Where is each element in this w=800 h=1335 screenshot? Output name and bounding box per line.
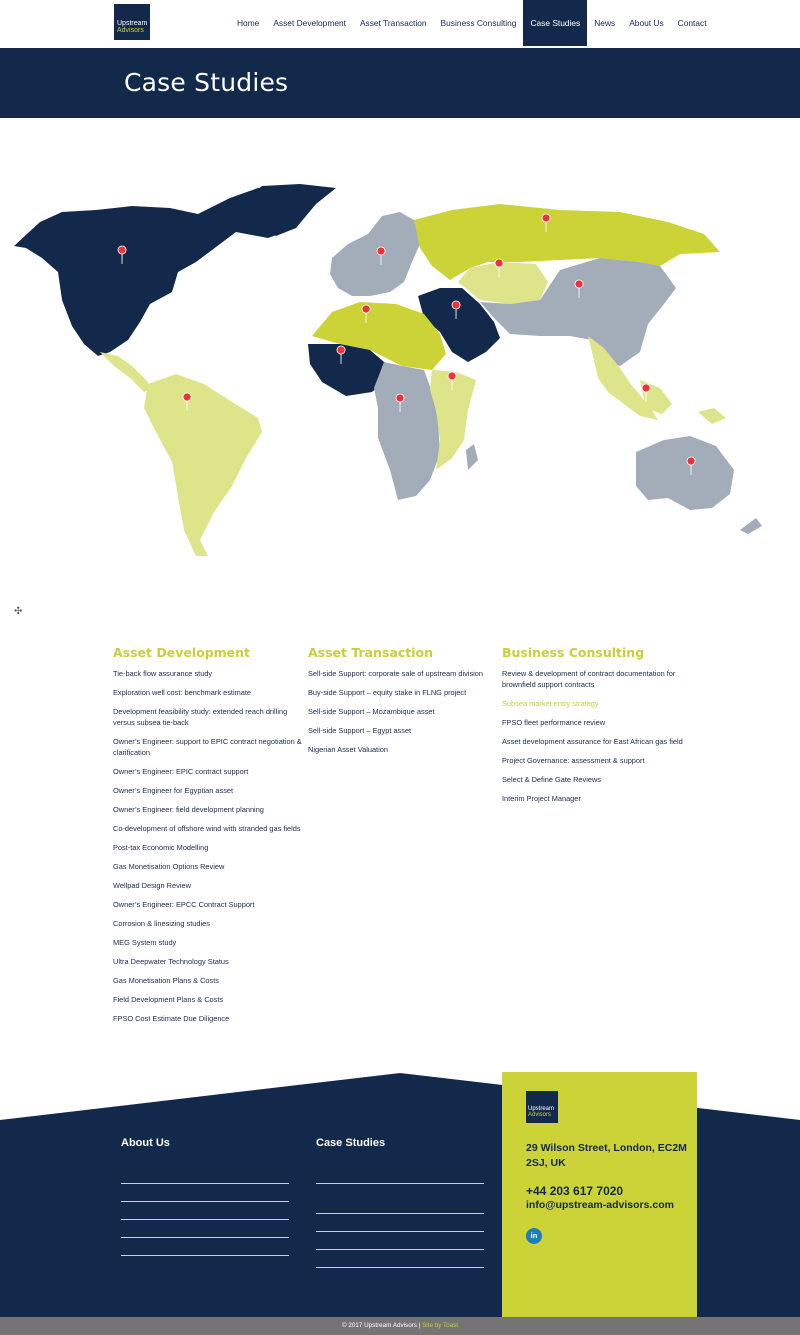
case-study-link[interactable]: Gas Monetisation Options Review (113, 862, 225, 871)
business-consulting-list (502, 668, 692, 804)
nav-asset-transaction[interactable]: Asset Transaction (359, 18, 427, 28)
footer-link[interactable] (121, 1202, 289, 1220)
case-study-link[interactable]: Ultra Deepwater Technology Status (113, 957, 229, 966)
region-australia[interactable] (636, 436, 734, 510)
nav-contact[interactable]: Contact (677, 18, 707, 28)
copyright-text: © 2017 Upstream Advisors | (341, 1322, 423, 1329)
footer-link[interactable] (316, 1196, 484, 1214)
nav-home[interactable]: Home (237, 18, 260, 28)
case-study-link[interactable]: Select & Define Gate Reviews (502, 775, 601, 784)
case-study-link[interactable]: FPSO fleet performance review (502, 718, 606, 727)
case-study-link[interactable]: Owner’s Engineer: EPIC contract support (113, 767, 249, 776)
footer-case-studies-heading: Case Studies (316, 1137, 386, 1149)
region-new-zealand (740, 518, 762, 534)
region-europe[interactable] (330, 212, 420, 296)
footer-case-studies-column (316, 1137, 484, 1268)
case-study-link[interactable]: Wellpad Design Review (113, 881, 191, 890)
copyright-bar (0, 1317, 800, 1335)
asset-development-heading: Asset Development (113, 645, 251, 660)
case-study-link[interactable]: Gas Monetisation Plans & Costs (113, 976, 219, 985)
footer-logo[interactable] (526, 1091, 558, 1123)
nav-asset-development[interactable]: Asset Development (273, 18, 346, 28)
contact-panel (502, 1072, 697, 1317)
top-nav (0, 0, 800, 48)
region-central-america[interactable] (100, 352, 152, 392)
case-study-link[interactable]: Exploration well cost: benchmark estimate (113, 688, 252, 697)
case-study-link[interactable]: Review & development of contract documentation for brownfield support contracts (502, 669, 676, 689)
nav-business-consulting[interactable]: Business Consulting (440, 18, 517, 28)
nav-about-us[interactable]: About Us (629, 18, 664, 28)
business-consulting-column (502, 645, 692, 812)
case-study-link[interactable]: Co-development of offshore wind with stranded gas fields (113, 824, 301, 833)
case-study-link[interactable]: Field Development Plans & Costs (113, 995, 224, 1004)
region-south-america[interactable] (144, 374, 262, 556)
case-study-link[interactable]: FPSO Cost Estimate Due Diligence (113, 1014, 230, 1023)
world-map (0, 170, 800, 570)
footer-link[interactable] (121, 1238, 289, 1256)
footer-link[interactable] (316, 1232, 484, 1250)
footer-link[interactable] (316, 1214, 484, 1232)
logo-line1: Upstream (117, 20, 148, 27)
case-study-link[interactable]: Post-tax Economic Modelling (113, 843, 209, 852)
case-study-link[interactable]: Development feasibility study: extended reach drilling versus subsea tie-back (113, 707, 288, 727)
logo-line2: Advisors (117, 27, 144, 34)
region-central-africa[interactable] (374, 362, 440, 500)
case-study-link[interactable]: Owner’s Engineer: support to EPIC contract negotiation & clarification (113, 737, 302, 757)
case-study-link[interactable]: Sell-side Support – Mozambique asset (308, 707, 435, 716)
case-study-link[interactable]: Owner’s Engineer: field development planning (113, 805, 264, 814)
logo[interactable] (114, 4, 150, 40)
nav-case-studies[interactable]: Case Studies (523, 0, 587, 46)
case-study-link[interactable]: MEG System study (113, 938, 177, 947)
case-study-link[interactable]: Corrosion & linesizing studies (113, 919, 210, 928)
asset-development-column (113, 645, 303, 1032)
page-banner (0, 48, 800, 118)
case-study-link[interactable]: Sell-side Support: corporate sale of upstream division (308, 669, 484, 678)
footer-link[interactable] (121, 1166, 289, 1184)
footer-logo-line2: Advisors (528, 1112, 552, 1118)
asset-transaction-heading: Asset Transaction (308, 645, 434, 660)
linkedin-icon[interactable]: in (526, 1228, 542, 1244)
region-island (698, 408, 726, 424)
footer-link[interactable] (316, 1166, 484, 1184)
site-by-link[interactable]: Site by Toast (422, 1322, 459, 1329)
phone-number[interactable]: +44 203 617 7020 (526, 1184, 624, 1198)
footer-link[interactable] (121, 1184, 289, 1202)
case-study-link[interactable]: Nigerian Asset Valuation (308, 745, 388, 754)
main-menu (230, 0, 714, 46)
case-study-link[interactable]: Owner’s Engineer for Egyptian asset (113, 786, 234, 795)
page-title: Case Studies (124, 68, 289, 97)
nav-news[interactable]: News (594, 18, 616, 28)
footer-about-heading: About Us (121, 1137, 170, 1149)
case-study-link[interactable]: Project Governance: assessment & support (502, 756, 645, 765)
footer-logo-line1: Upstream (528, 1106, 555, 1112)
asset-transaction-list (308, 668, 498, 755)
case-study-link[interactable]: Sell-side Support – Egypt asset (308, 726, 412, 735)
footer-link[interactable] (121, 1220, 289, 1238)
case-study-link[interactable]: Asset development assurance for East African gas field (502, 737, 683, 746)
case-study-link-hovered[interactable]: Subsea market entry strategy (502, 699, 599, 708)
email-link[interactable]: info@upstream-advisors.com (526, 1199, 674, 1211)
footer-about-column (121, 1137, 289, 1256)
business-consulting-heading: Business Consulting (502, 645, 645, 660)
footer-link[interactable] (316, 1250, 484, 1268)
asset-development-list (113, 668, 303, 1024)
case-study-link[interactable]: Tie-back flow assurance study (113, 669, 213, 678)
region-madagascar (466, 444, 478, 470)
case-study-link[interactable]: Buy-side Support – equity stake in FLNG project (308, 688, 467, 697)
move-icon[interactable]: ✣ (14, 606, 23, 617)
case-study-link[interactable]: Owner’s Engineer: EPCC Contract Support (113, 900, 255, 909)
address: 29 Wilson Street, London, EC2M 2SJ, UK (526, 1142, 687, 1169)
case-study-link[interactable]: Interim Project Manager (502, 794, 581, 803)
asset-transaction-column (308, 645, 498, 763)
